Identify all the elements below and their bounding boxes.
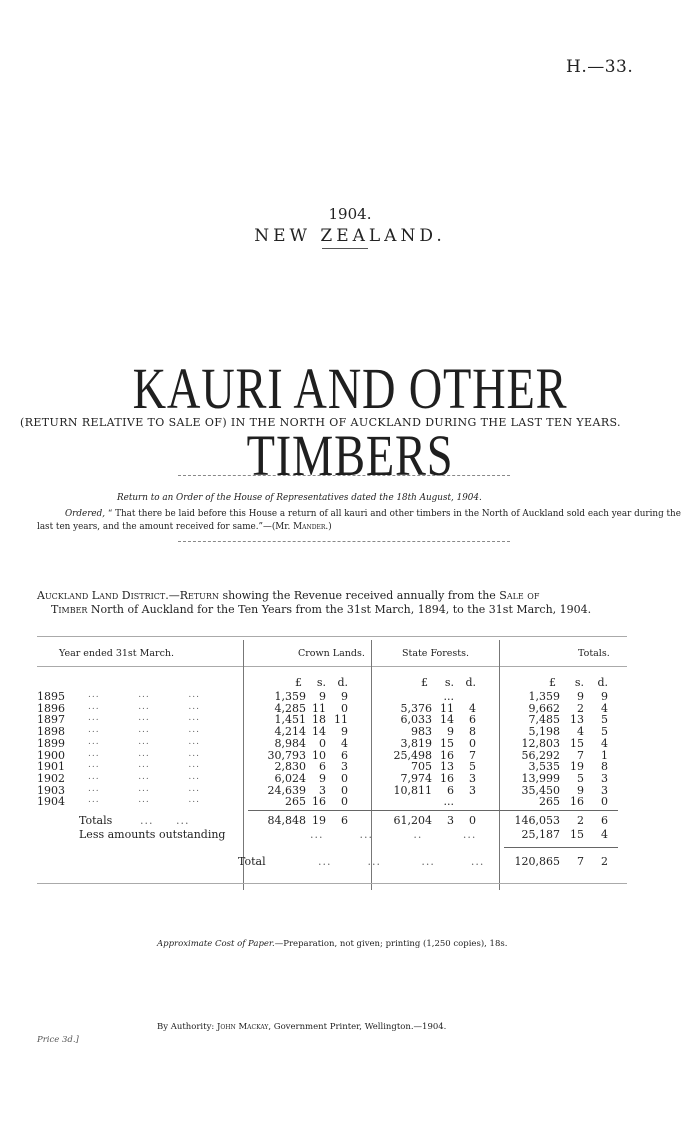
crown-value-pounds: 2,830 [274, 760, 306, 773]
state-value-pence: 6 [469, 713, 476, 726]
total-value-pounds: 35,450 [521, 784, 560, 797]
total-value-pounds: 265 [539, 795, 560, 808]
total-value-pounds: 1,359 [528, 690, 560, 703]
total-value-shillings: 9 [577, 690, 584, 703]
state-value-shillings: 16 [440, 772, 454, 785]
crown-value-shillings: 6 [319, 760, 326, 773]
total-value-shillings: 7 [577, 749, 584, 762]
table-row-year: 1904 [37, 795, 65, 808]
total-value-pence: 0 [601, 795, 608, 808]
order-text [37, 508, 683, 534]
less-value-pounds: 25,187 [521, 828, 560, 841]
publication-year: 1904. [328, 205, 372, 223]
total-value-shillings: 9 [577, 784, 584, 797]
crown-value-pounds: 8,984 [274, 737, 306, 750]
total-value-pounds: 9,662 [528, 702, 560, 715]
total-value-pence: 4 [601, 702, 608, 715]
table-row-leader: ... ... ... [88, 772, 200, 782]
crown-value-pence: 0 [341, 702, 348, 715]
state-value-shillings: 15 [440, 737, 454, 750]
total-value-shillings: 13 [570, 713, 584, 726]
state-value-pounds: 25,498 [393, 749, 432, 762]
column-header-state: State Forests. [402, 648, 469, 659]
total-value-pence: 3 [601, 784, 608, 797]
return-word: Return [179, 589, 219, 602]
header-bottom-rule [37, 666, 627, 667]
unit-pence: d. [597, 676, 608, 689]
crown-value-shillings: 18 [312, 713, 326, 726]
cost-text: —Preparation, not given; printing (1,250 copies), 18s. [274, 939, 508, 949]
state-value-pence: 8 [469, 725, 476, 738]
table-row-leader: ... ... ... [88, 749, 200, 759]
price-note: Price 3d.] [37, 1035, 79, 1045]
grand-total-value-pounds: 120,865 [514, 855, 560, 868]
crown-value-shillings: 16 [312, 795, 326, 808]
separator-rule-top [178, 475, 510, 476]
state-value-pence: 0 [469, 737, 476, 750]
state-value-pence: 3 [469, 772, 476, 785]
crown-value-pounds: 265 [285, 795, 306, 808]
total-value-pence: 5 [601, 713, 608, 726]
state-value-shillings: 6 [447, 784, 454, 797]
total-value-pence: 9 [601, 690, 608, 703]
state-value-pounds: 5,376 [400, 702, 432, 715]
total-value-pence: 5 [601, 725, 608, 738]
state-value-pounds: ... [443, 795, 454, 808]
column-header-totals: Totals. [578, 648, 610, 659]
ordered-label: Ordered, [64, 509, 106, 519]
order-reference: Return to an Order of the House of Representatives dated the 18th August, 1904. [117, 493, 482, 503]
column-divider-3 [499, 640, 500, 890]
state-value-shillings: 9 [447, 725, 454, 738]
total-value-pounds: 7,485 [528, 713, 560, 726]
less-value-shillings: 15 [570, 828, 584, 841]
total-value-shillings: 16 [570, 795, 584, 808]
table-row-leader: ... ... ... [88, 702, 200, 712]
totals-total-pounds: 146,053 [514, 814, 560, 827]
total-value-pounds: 56,292 [521, 749, 560, 762]
printer-name: John Mackay [216, 1022, 269, 1032]
table-row-leader: ... ... ... [88, 784, 200, 794]
authority-line [157, 1022, 446, 1032]
state-value-pounds: 3,819 [400, 737, 432, 750]
totals-leader: ... ... [140, 814, 190, 827]
table-row-year: 1897 [37, 713, 65, 726]
column-divider-2 [371, 640, 372, 890]
crown-value-pence: 9 [341, 725, 348, 738]
document-number: H.—33. [566, 57, 634, 77]
return-introduction [37, 589, 669, 616]
crown-value-pence: 9 [341, 690, 348, 703]
unit-pound: £ [421, 676, 428, 689]
table-row-year: 1901 [37, 760, 65, 773]
table-bottom-rule [37, 883, 627, 884]
table-row-leader: ... ... ... [88, 690, 200, 700]
table-row-year: 1900 [37, 749, 65, 762]
crown-value-shillings: 3 [319, 784, 326, 797]
state-value-pounds: 983 [411, 725, 432, 738]
intro-text-c: North of Auckland for the Ten Years from the 31st March, 1894, to the 31st March, 1904. [87, 602, 592, 616]
table-top-rule [37, 636, 627, 637]
totals-label: Totals [79, 814, 113, 827]
unit-shilling: s. [444, 676, 454, 689]
grand-total-value-shillings: 7 [577, 855, 584, 868]
table-row-leader: ... ... ... [88, 760, 200, 770]
document-subtitle: (RETURN RELATIVE TO SALE OF) IN THE NORTH OF AUCKLAND DURING THE LAST TEN YEARS. [20, 416, 621, 429]
crown-value-pence: 4 [341, 737, 348, 750]
unit-pound: £ [295, 676, 302, 689]
document-title: KAURI AND OTHER TIMBERS [132, 356, 568, 488]
state-value-pounds: 6,033 [400, 713, 432, 726]
unit-pence: d. [465, 676, 476, 689]
column-header-crown: Crown Lands. [298, 648, 365, 659]
cost-note [157, 939, 507, 949]
crown-value-pence: 6 [341, 749, 348, 762]
grand-total-value-pence: 2 [601, 855, 608, 868]
table-row-year: 1903 [37, 784, 65, 797]
total-value-shillings: 19 [570, 760, 584, 773]
intro-dash: .— [165, 589, 180, 602]
total-value-shillings: 2 [577, 702, 584, 715]
total-value-pence: 3 [601, 772, 608, 785]
table-row-year: 1902 [37, 772, 65, 785]
table-row-leader: ... ... ... [88, 713, 200, 723]
column-header-year: Year ended 31st March. [59, 648, 175, 659]
state-value-pence: 3 [469, 784, 476, 797]
sale-of-word: Sale of [499, 589, 540, 602]
crown-value-pounds: 30,793 [267, 749, 306, 762]
cost-label: Approximate Cost of Paper. [157, 939, 275, 949]
unit-pound: £ [549, 676, 556, 689]
less-label: Less amounts outstanding [79, 828, 226, 841]
unit-shilling: s. [574, 676, 584, 689]
total-value-pounds: 12,803 [521, 737, 560, 750]
total-value-pence: 4 [601, 737, 608, 750]
crown-value-shillings: 0 [319, 737, 326, 750]
table-row-year: 1898 [37, 725, 65, 738]
country-heading: NEW ZEALAND. [254, 226, 446, 246]
authority-suffix: , Government Printer, Wellington.—1904. [268, 1022, 447, 1032]
crown-value-shillings: 14 [312, 725, 326, 738]
total-value-pounds: 3,535 [528, 760, 560, 773]
crown-value-pence: 0 [341, 784, 348, 797]
grand-total-rule [504, 847, 618, 848]
column-divider-1 [243, 640, 244, 890]
totals-crown-pounds: 84,848 [267, 814, 306, 827]
totals-total-pence: 6 [601, 814, 608, 827]
state-value-pounds: ... [443, 690, 454, 703]
table-row-leader: ... ... ... [88, 795, 200, 805]
table-row-leader: ... ... ... [88, 725, 200, 735]
totals-crown-shillings: 19 [312, 814, 326, 827]
state-value-pence: 4 [469, 702, 476, 715]
intro-text-b: showing the Revenue received annually from the [218, 589, 500, 602]
state-value-pounds: 705 [411, 760, 432, 773]
district-name: Auckland Land District [37, 589, 166, 602]
state-value-shillings: 13 [440, 760, 454, 773]
state-value-shillings: 11 [440, 702, 454, 715]
total-value-shillings: 5 [577, 772, 584, 785]
totals-crown-pence: 6 [341, 814, 348, 827]
totals-state-shillings: 3 [447, 814, 454, 827]
state-value-pence: 5 [469, 760, 476, 773]
unit-pence: d. [337, 676, 348, 689]
crown-value-pounds: 6,024 [274, 772, 306, 785]
table-row-year: 1896 [37, 702, 65, 715]
crown-value-pence: 3 [341, 760, 348, 773]
mover-name: Mander [293, 522, 326, 532]
less-leader: ... ... .. ... [310, 828, 477, 841]
totals-rule [248, 810, 618, 811]
separator-rule-bottom [178, 541, 510, 542]
table-row-year: 1899 [37, 737, 65, 750]
ordered-text: “ That there be laid before this House a return of all kauri and other timbers in the North of Auckland sold each year during the last ten years, and the amount received for same.”—(Mr. [37, 509, 681, 532]
crown-value-shillings: 11 [312, 702, 326, 715]
state-value-shillings: 16 [440, 749, 454, 762]
crown-value-pence: 0 [341, 772, 348, 785]
grand-total-leader: ... ... ... ... [318, 855, 485, 868]
state-value-pence: 7 [469, 749, 476, 762]
state-value-pounds: 7,974 [400, 772, 432, 785]
heading-rule [322, 248, 368, 249]
less-value-pence: 4 [601, 828, 608, 841]
crown-value-shillings: 9 [319, 690, 326, 703]
crown-value-pounds: 1,451 [274, 713, 306, 726]
total-value-shillings: 4 [577, 725, 584, 738]
total-value-pence: 1 [601, 749, 608, 762]
table-row-leader: ... ... ... [88, 737, 200, 747]
crown-value-pounds: 1,359 [274, 690, 306, 703]
totals-state-pounds: 61,204 [393, 814, 432, 827]
crown-value-pounds: 4,214 [274, 725, 306, 738]
totals-total-shillings: 2 [577, 814, 584, 827]
totals-state-pence: 0 [469, 814, 476, 827]
crown-value-shillings: 10 [312, 749, 326, 762]
state-value-shillings: 14 [440, 713, 454, 726]
crown-value-pounds: 24,639 [267, 784, 306, 797]
authority-prefix: By Authority: [157, 1022, 217, 1032]
total-value-pounds: 13,999 [521, 772, 560, 785]
crown-value-shillings: 9 [319, 772, 326, 785]
timber-word: Timber [51, 602, 88, 616]
total-value-pounds: 5,198 [528, 725, 560, 738]
crown-value-pence: 0 [341, 795, 348, 808]
state-value-pounds: 10,811 [393, 784, 432, 797]
ordered-closing: .) [325, 522, 332, 532]
total-value-shillings: 15 [570, 737, 584, 750]
total-value-pence: 8 [601, 760, 608, 773]
table-row-year: 1895 [37, 690, 65, 703]
grand-total-label: Total [238, 855, 266, 868]
crown-value-pence: 11 [334, 713, 348, 726]
crown-value-pounds: 4,285 [274, 702, 306, 715]
unit-shilling: s. [316, 676, 326, 689]
